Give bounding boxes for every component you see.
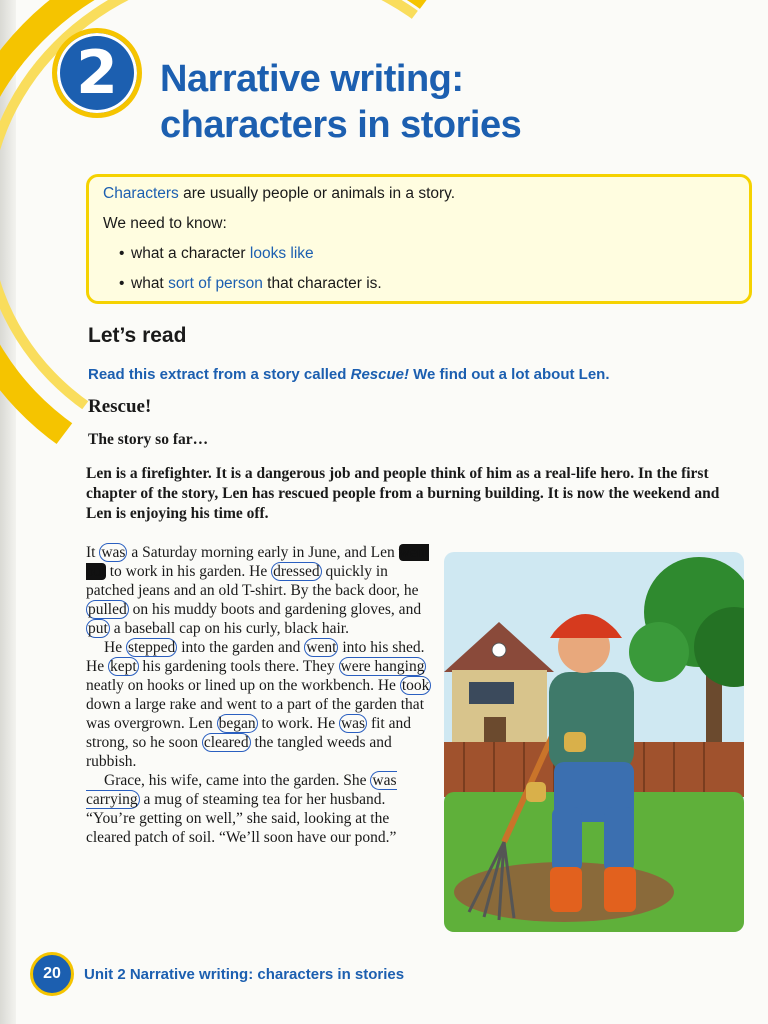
- circled-verb: cleared: [203, 734, 249, 751]
- story-intro: Len is a firefighter. It is a dangerous job and people think of him as a real-life hero. In the first chapter of the story, Len has rescued people from a burning building. It is now the weekend and Len is enjoying his time off.: [86, 465, 720, 522]
- page-number: 20: [43, 965, 61, 982]
- page-footer: [30, 952, 404, 996]
- circled-verb: was carrying: [86, 772, 397, 808]
- circled-verb: was: [101, 544, 126, 561]
- info-bullet-list: [103, 245, 735, 293]
- title-line-1: Narrative writing:: [160, 58, 464, 100]
- circled-verb: was: [340, 715, 366, 732]
- info-bullet-1-key: looks like: [249, 245, 314, 262]
- page-number-badge: [30, 952, 74, 996]
- info-definition-text: are usually people or animals in a story.: [178, 185, 456, 202]
- circled-verb: began: [218, 715, 256, 732]
- redaction-mark: went out: [86, 544, 429, 580]
- page-title: [160, 56, 521, 148]
- circled-verb: stepped: [127, 639, 176, 656]
- section-heading: Let’s read: [88, 324, 187, 347]
- story-name: Rescue!: [350, 366, 409, 383]
- circled-verb: kept: [109, 658, 137, 675]
- story-paragraph-3: Grace, his wife, came into the garden. She was carrying a mug of steaming tea for her husband. “You’re getting on well,” she said, looking at the cleared patch of soil. “We’ll soon have our pond.”: [86, 772, 397, 846]
- story-title: Rescue!: [88, 396, 152, 417]
- story-paragraph-1: It was a Saturday morning early in June, and Len went out to work in his garden. He dressed quickly in patched jeans and an old T-shirt. By the back door, he pulled on his muddy boots and gardening gloves, and put a baseball cap on his curly, black hair.: [86, 544, 429, 637]
- info-bullet-2: • what sort of person that character is.: [119, 275, 735, 293]
- story-paragraph-2: He stepped into the garden and went into his shed. He kept his gardening tools there. They were hanging neatly on hooks or lined up on the workbench. He took down a large rake and went to a part of the garden that was overgrown. Len began to work. He was fit and strong, so he soon cleared the tangled weeds and rubbish.: [86, 639, 430, 770]
- info-keyword: Characters: [103, 185, 179, 202]
- story-text: [86, 543, 436, 847]
- info-bullet-2-key: sort of person: [168, 275, 263, 292]
- info-bullet-1: • what a character looks like: [119, 245, 735, 263]
- gardener-illustration: [444, 552, 744, 932]
- circled-verb: went: [306, 639, 337, 656]
- unit-number: 2: [76, 38, 118, 108]
- circled-verb: put: [88, 620, 108, 637]
- unit-number-badge: [52, 28, 142, 118]
- footer-unit-title: Unit 2 Narrative writing: characters in stories: [84, 965, 405, 983]
- info-definition: [103, 185, 735, 203]
- circled-verb: pulled: [88, 601, 127, 618]
- circled-verb: took: [401, 677, 430, 694]
- circled-verb: were hanging: [340, 658, 425, 675]
- circled-verb: dressed: [273, 563, 320, 580]
- story-so-far-heading: The story so far…: [88, 431, 209, 448]
- title-line-2: characters in stories: [160, 104, 522, 146]
- info-box: [86, 174, 752, 304]
- info-need-to-know: We need to know:: [103, 215, 227, 232]
- reading-instruction: Read this extract from a story called Rescue! We find out a lot about Len.: [88, 366, 610, 383]
